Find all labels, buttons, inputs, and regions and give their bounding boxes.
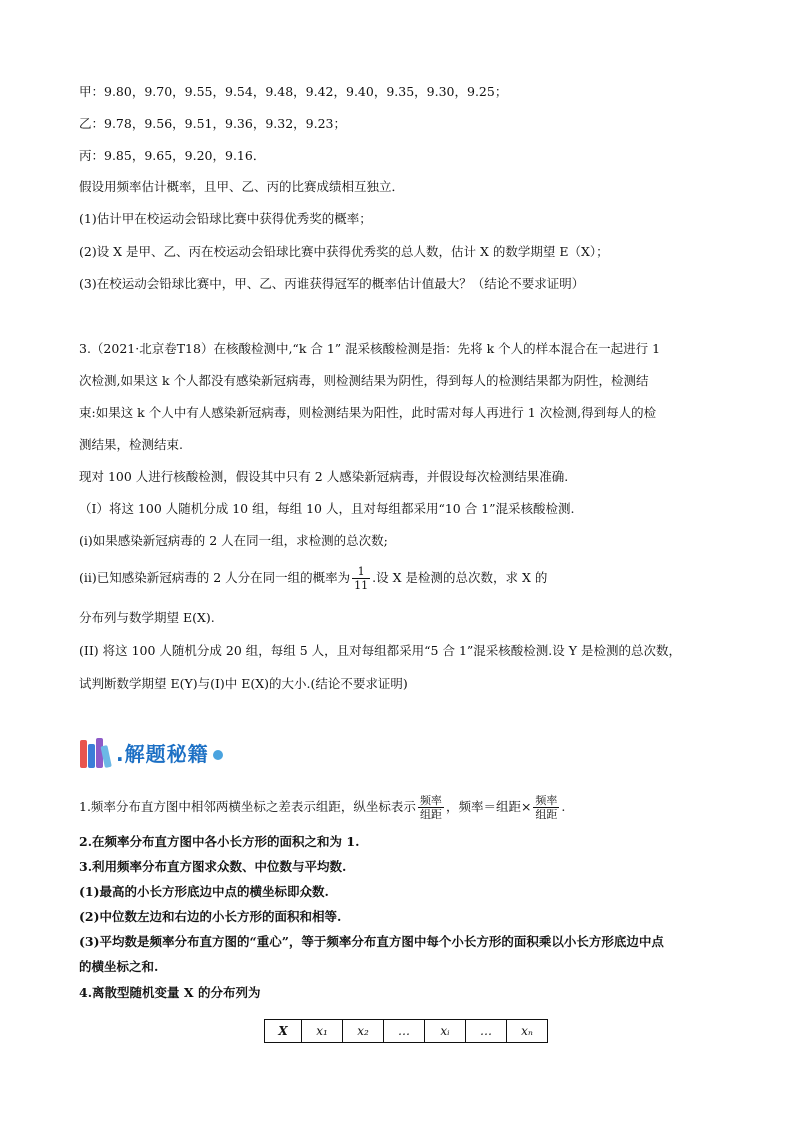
table-cell: x₁ (302, 1020, 343, 1043)
tip-3-1: (1)最高的小长方形底边中点的横坐标即众数. (79, 884, 329, 899)
table-cell: … (384, 1020, 425, 1043)
fraction-num-2: 频率 (535, 794, 558, 807)
probability-fraction (352, 565, 370, 592)
fraction-numerator: 1 (352, 565, 370, 579)
tip-3-3b: 的横坐标之和. (79, 959, 159, 974)
part1-ii-text-a: (ii)已知感染新冠病毒的 2 人分在同一组的概率为 (79, 570, 351, 585)
fraction-den: 组距 (419, 808, 442, 821)
table-cell: x₂ (343, 1020, 384, 1043)
problem3-part2-b: 试判断数学期望 E(Y)与(I)中 E(X)的大小.(结论不要求证明) (79, 676, 408, 691)
fraction-freq-width (418, 794, 444, 821)
scores-yi: 乙：9.78，9.56，9.51，9.36，9.32，9.23； (79, 116, 346, 131)
tip-1-text-c: . (561, 799, 566, 814)
tip-1 (79, 794, 565, 821)
tip-2: 2.在频率分布直方图中各小长方形的面积之和为 1. (79, 834, 360, 849)
problem3-part1: （I）将这 100 人随机分成 10 组，每组 10 人，且对每组都采用“10 合 1”混采核酸检测. (79, 501, 575, 516)
tip-1-text-a: 1.频率分布直方图中相邻两横坐标之差表示组距，纵坐标表示 (79, 799, 416, 814)
table-cell: X (265, 1020, 302, 1043)
tip-3: 3.利用频率分布直方图求众数、中位数与平均数. (79, 859, 347, 874)
problem3-line2: 次检测,如果这 k 个人都没有感染新冠病毒，则检测结果为阴性，得到每人的检测结果都为阴性，检测结 (79, 373, 649, 388)
problem3-part1-ii (79, 565, 547, 592)
section-title: .解题秘籍 (116, 741, 209, 766)
question-3: (3)在校运动会铅球比赛中，甲、乙、丙谁获得冠军的概率估计值最大？（结论不要求证明） (79, 276, 585, 291)
table-row (265, 1020, 548, 1043)
table-cell: xₙ (507, 1020, 548, 1043)
tip-3-2: (2)中位数左边和右边的小长方形的面积和相等. (79, 909, 342, 924)
section-header (78, 734, 223, 770)
table-cell: … (466, 1020, 507, 1043)
problem3-line3: 束:如果这 k 个人中有人感染新冠病毒，则检测结果为阳性，此时需对每人再进行 1 次检测,得到每人的检 (79, 405, 657, 420)
books-icon (78, 736, 114, 768)
tip-1-text-b: ，频率＝组距× (445, 799, 532, 814)
problem3-line1: 3.（2021·北京卷T18）在核酸检测中,“k 合 1” 混采核酸检测是指：先将 k 个人的样本混合在一起进行 1 (79, 341, 661, 356)
table-cell: xᵢ (425, 1020, 466, 1043)
bullet-dot-icon (213, 750, 223, 760)
problem3-part1-i: (i)如果感染新冠病毒的 2 人在同一组，求检测的总次数; (79, 533, 388, 548)
scores-jia: 甲：9.80，9.70，9.55，9.54，9.48，9.42，9.40，9.35，9.30，9.25； (79, 84, 508, 99)
problem3-part2: (II) 将这 100 人随机分成 20 组，每组 5 人，且对每组都采用“5 合 1”混采核酸检测.设 Y 是检测的总次数， (79, 643, 681, 658)
scores-bing: 丙：9.85，9.65，9.20，9.16． (79, 148, 266, 163)
fraction-freq-width-2 (533, 794, 559, 821)
fraction-num: 频率 (419, 794, 442, 807)
distribution-table (264, 1019, 548, 1043)
assumption: 假设用频率估计概率，且甲、乙、丙的比赛成绩相互独立． (79, 179, 405, 194)
problem3-line5: 现对 100 人进行核酸检测，假设其中只有 2 人感染新冠病毒，并假设每次检测结果准确. (79, 469, 569, 484)
fraction-den-2: 组距 (535, 808, 558, 821)
question-2: (2)设 X 是甲、乙、丙在校运动会铅球比赛中获得优秀奖的总人数，估计 X 的数学期望 E（X）； (79, 244, 609, 259)
tip-4: 4.离散型随机变量 X 的分布列为 (79, 985, 261, 1000)
problem3-line9: 分布列与数学期望 E(X). (79, 610, 215, 625)
tip-3-3: (3)平均数是频率分布直方图的“重心”，等于频率分布直方图中每个小长方形的面积乘以小长方形底边中点 (79, 934, 664, 949)
part1-ii-text-b: .设 X 是检测的总次数，求 X 的 (372, 570, 548, 585)
question-1: (1)估计甲在校运动会铅球比赛中获得优秀奖的概率； (79, 211, 372, 226)
problem3-line4: 测结果，检测结束. (79, 437, 183, 452)
fraction-denominator: 11 (354, 579, 369, 592)
